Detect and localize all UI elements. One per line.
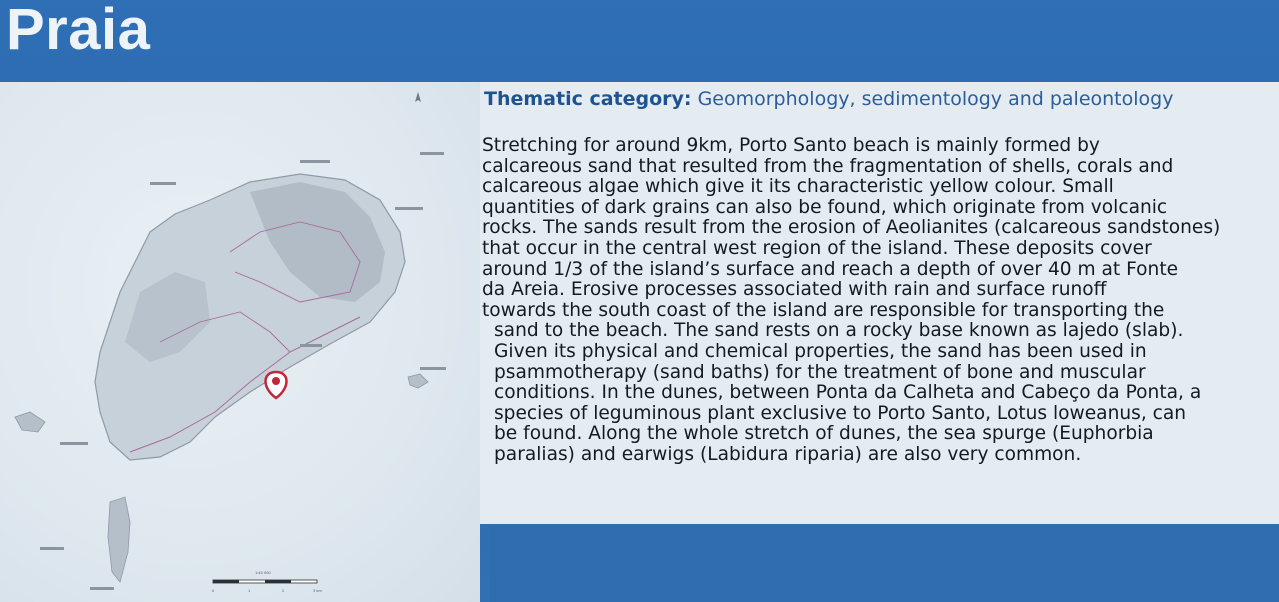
description-line: towards the south coast of the island are responsible for transporting the — [482, 299, 1165, 321]
description-line: paralias) and earwigs (Labidura riparia) are also very common. — [494, 443, 1082, 465]
description-line: Stretching for around 9km, Porto Santo beach is mainly formed by — [482, 135, 1100, 156]
north-arrow-icon — [415, 92, 421, 102]
description-line: sand to the beach. The sand rests on a rocky base known as lajedo (slab). — [494, 320, 1184, 342]
category-label: Thematic category: — [484, 88, 692, 110]
scale-tick: 0 — [212, 589, 215, 593]
scale-tick: 1 — [248, 589, 251, 593]
description-line: calcareous sand that resulted from the fragmentation of shells, corals and — [482, 155, 1174, 177]
thematic-category — [484, 88, 1173, 110]
island-map — [0, 82, 480, 602]
description-line: conditions. In the dunes, between Ponta da Calheta and Cabeço da Ponta, a — [494, 382, 1202, 404]
scale-tick: 2 — [282, 589, 285, 593]
location-marker-icon — [266, 372, 287, 398]
description-line: species of leguminous plant exclusive to Porto Santo, Lotus loweanus, can — [494, 402, 1187, 424]
description-line: around 1/3 of the island’s surface and reach a depth of over 40 m at Fonte — [482, 258, 1179, 280]
description-line: Given its physical and chemical properties, the sand has been used in — [494, 340, 1147, 362]
description-line: that occur in the central west region of the island. These deposits cover — [482, 237, 1152, 259]
category-value: Geomorphology, sedimentology and paleontology — [697, 88, 1174, 110]
description-line: psammotherapy (sand baths) for the treatment of bone and muscular — [494, 361, 1146, 383]
description-line: da Areia. Erosive processes associated with rain and surface runoff — [482, 279, 1107, 301]
info-panel-footer — [490, 524, 1279, 602]
description-line: calcareous algae which give it its characteristic yellow colour. Small — [482, 176, 1114, 198]
description-line: quantities of dark grains can also be found, which originate from volcanic — [482, 196, 1168, 218]
island-map-drawing — [0, 82, 480, 602]
description-line: be found. Along the whole stretch of dunes, the sea spurge (Euphorbia — [494, 423, 1154, 445]
scale-bar — [212, 571, 322, 593]
scale-tick: 3 km — [313, 589, 322, 593]
description-line: rocks. The sands result from the erosion of Aeolianites (calcareous sandstones) — [482, 217, 1221, 239]
scale-label: 1:40 000 — [255, 571, 271, 575]
page-title: Praia — [6, 0, 151, 62]
description-text — [482, 136, 1272, 466]
